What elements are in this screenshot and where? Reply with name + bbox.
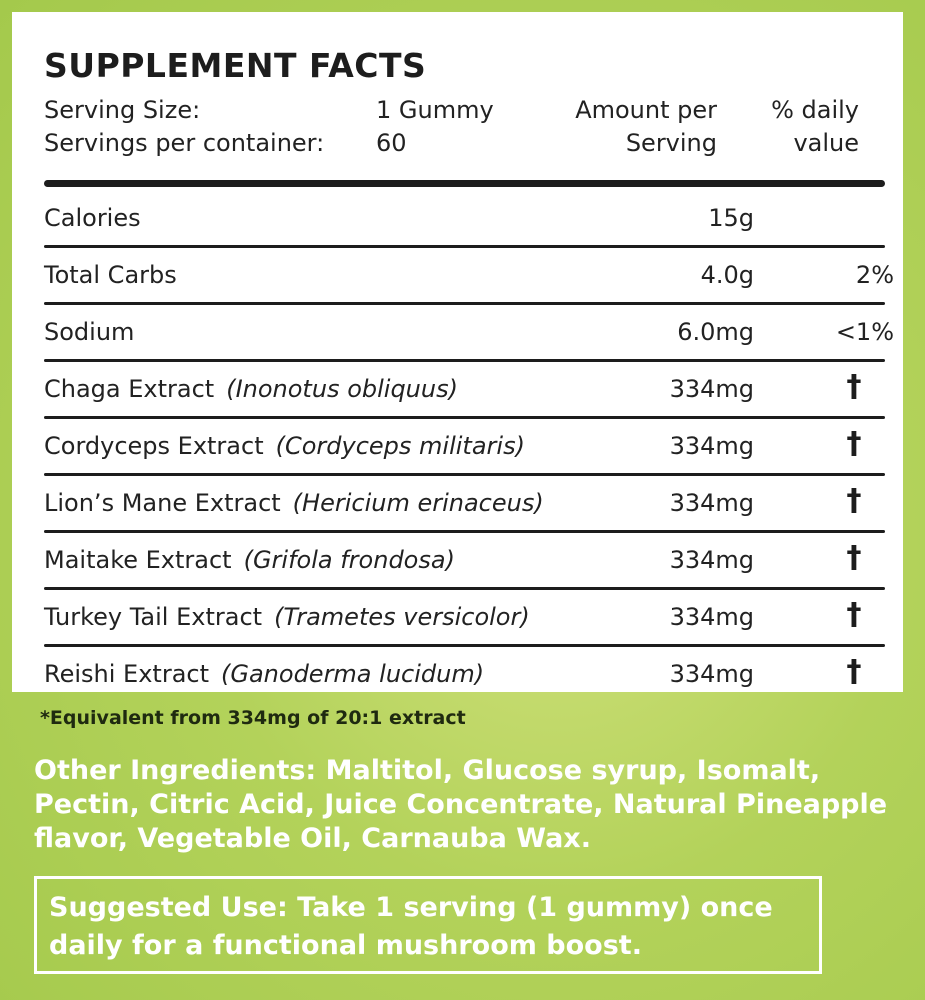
nutrient-amount: 15g bbox=[708, 204, 754, 232]
nutrient-label: Reishi Extract bbox=[44, 660, 209, 688]
dv-header-line2: value bbox=[793, 129, 859, 157]
table-row bbox=[44, 532, 885, 589]
nutrient-label: Maitake Extract bbox=[44, 546, 232, 574]
nutrient-name bbox=[44, 204, 141, 232]
nutrient-label: Total Carbs bbox=[44, 261, 177, 289]
nutrient-latin-name: (Ganoderma lucidum) bbox=[221, 660, 485, 688]
nutrient-label: Lion’s Mane Extract bbox=[44, 489, 281, 517]
serving-size-label: Serving Size: bbox=[44, 96, 201, 124]
supplement-facts-panel bbox=[12, 12, 903, 692]
header-divider bbox=[44, 180, 885, 187]
nutrient-latin-name: (Trametes versicolor) bbox=[274, 603, 530, 631]
nutrient-name bbox=[44, 261, 177, 289]
nutrient-name bbox=[44, 432, 525, 460]
nutrient-name bbox=[44, 375, 458, 403]
amount-header-line2: Serving bbox=[625, 129, 717, 157]
servings-value: 60 bbox=[376, 129, 407, 157]
nutrient-label: Calories bbox=[44, 204, 141, 232]
table-row bbox=[44, 475, 885, 532]
nutrient-name bbox=[44, 603, 530, 631]
daily-value: <1% bbox=[835, 318, 894, 346]
table-row bbox=[44, 247, 894, 304]
nutrient-amount: 334mg bbox=[669, 489, 754, 517]
nutrient-amount: 4.0g bbox=[700, 261, 754, 289]
nutrient-label: Sodium bbox=[44, 318, 135, 346]
nutrient-amount: 6.0mg bbox=[677, 318, 754, 346]
table-row bbox=[44, 304, 894, 361]
facts-title: SUPPLEMENT FACTS bbox=[44, 46, 427, 85]
amount-header-line1: Amount per bbox=[575, 96, 717, 124]
dagger-icon: † bbox=[846, 426, 862, 461]
nutrient-label: Chaga Extract bbox=[44, 375, 215, 403]
dv-header-line1: % daily bbox=[771, 96, 859, 124]
nutrient-latin-name: (Inonotus obliquus) bbox=[226, 375, 458, 403]
nutrient-amount: 334mg bbox=[669, 546, 754, 574]
servings-label: Servings per container: bbox=[44, 129, 325, 157]
table-row bbox=[44, 418, 885, 475]
nutrient-amount: 334mg bbox=[669, 603, 754, 631]
suggested-use-text: Suggested Use: Take 1 serving (1 gummy) once daily for a functional mushroom boost. bbox=[49, 892, 773, 961]
table-row bbox=[44, 646, 885, 703]
serving-size-value: 1 Gummy bbox=[376, 96, 494, 124]
nutrient-amount: 334mg bbox=[669, 375, 754, 403]
dagger-icon: † bbox=[846, 654, 862, 689]
nutrient-name bbox=[44, 546, 455, 574]
table-row bbox=[44, 589, 885, 646]
table-row bbox=[44, 361, 885, 418]
nutrient-latin-name: (Cordyceps militaris) bbox=[275, 432, 525, 460]
extract-footnote: *Equivalent from 334mg of 20:1 extract bbox=[40, 707, 466, 729]
nutrient-amount: 334mg bbox=[669, 432, 754, 460]
dagger-icon: † bbox=[846, 483, 862, 518]
dagger-icon: † bbox=[846, 540, 862, 575]
other-ingredients: Other Ingredients: Maltitol, Glucose syrup, Isomalt, Pectin, Citric Acid, Juice Concentrate, Natural Pineapple flavor, Vegetable Oil, Carnauba Wax. bbox=[34, 755, 888, 854]
dagger-icon: † bbox=[846, 369, 862, 404]
table-row bbox=[44, 190, 885, 247]
nutrient-label: Turkey Tail Extract bbox=[44, 603, 263, 631]
suggested-use-box bbox=[34, 876, 822, 974]
nutrient-name bbox=[44, 489, 544, 517]
dagger-icon: † bbox=[846, 597, 862, 632]
nutrient-name bbox=[44, 318, 134, 346]
nutrient-name bbox=[44, 660, 484, 688]
nutrient-latin-name: (Hericium erinaceus) bbox=[292, 489, 544, 517]
nutrient-label: Cordyceps Extract bbox=[44, 432, 264, 460]
nutrient-latin-name: (Grifola frondosa) bbox=[243, 546, 455, 574]
daily-value: 2% bbox=[855, 261, 894, 289]
nutrient-amount: 334mg bbox=[669, 660, 754, 688]
